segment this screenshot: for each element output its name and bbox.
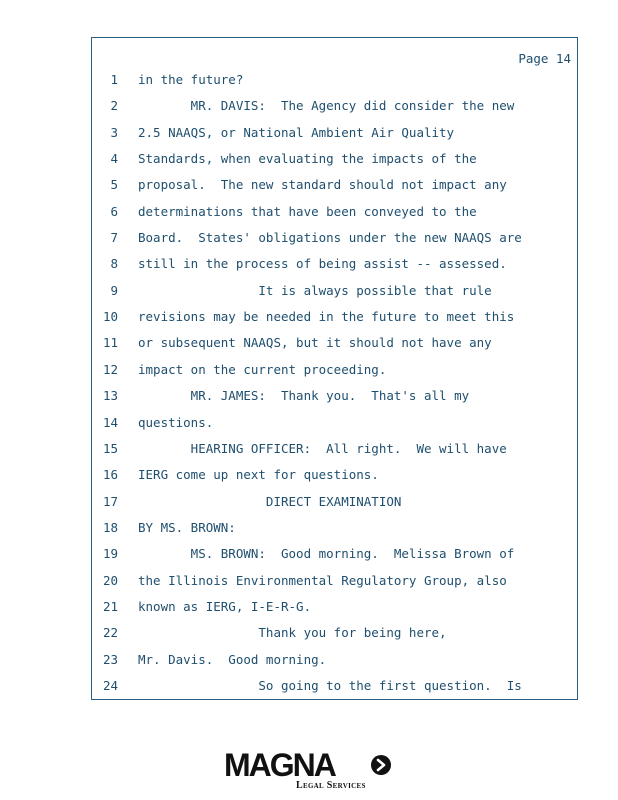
line-number: 20 (102, 573, 118, 588)
line-text: Thank you for being here, (138, 625, 447, 640)
line-number: 15 (102, 441, 118, 456)
transcript-line (92, 597, 577, 617)
line-number: 4 (110, 151, 118, 166)
line-number: 9 (110, 283, 118, 298)
line-number: 10 (102, 309, 118, 324)
transcript-line (92, 544, 577, 564)
line-text: DIRECT EXAMINATION (138, 494, 402, 509)
transcript-line (92, 149, 577, 169)
line-text: or subsequent NAAQS, but it should not have any (138, 335, 492, 350)
transcript-line (92, 202, 577, 222)
line-number: 18 (102, 520, 118, 535)
line-text: impact on the current proceeding. (138, 362, 387, 377)
line-number: 1 (110, 72, 118, 87)
line-number: 22 (102, 625, 118, 640)
line-number: 19 (102, 546, 118, 561)
line-number: 24 (102, 678, 118, 693)
logo-subtitle: Legal Services (296, 780, 366, 791)
transcript-line (92, 333, 577, 353)
line-number: 5 (110, 177, 118, 192)
transcript-line (92, 623, 577, 643)
transcript-line (92, 281, 577, 301)
line-text: Board. States' obligations under the new NAAQS are (138, 230, 522, 245)
line-number: 3 (110, 125, 118, 140)
magna-logo (224, 749, 394, 793)
line-text: known as IERG, I-E-R-G. (138, 599, 312, 614)
transcript-line (92, 175, 577, 195)
transcript-line (92, 70, 577, 90)
line-text: MR. JAMES: Thank you. That's all my (138, 388, 470, 403)
line-number: 14 (102, 415, 118, 430)
transcript-line (92, 650, 577, 670)
transcript-line (92, 228, 577, 248)
line-text: determinations that have been conveyed to the (138, 204, 477, 219)
transcript-line (92, 571, 577, 591)
transcript-line (92, 518, 577, 538)
transcript-line (92, 360, 577, 380)
line-text: Mr. Davis. Good morning. (138, 652, 327, 667)
line-number: 17 (102, 494, 118, 509)
transcript-line (92, 254, 577, 274)
line-number: 7 (110, 230, 118, 245)
line-number: 13 (102, 388, 118, 403)
transcript-line (92, 465, 577, 485)
chevron-right-circle-icon (370, 754, 392, 776)
line-text: IERG come up next for questions. (138, 467, 379, 482)
line-number: 6 (110, 204, 118, 219)
line-text: MS. BROWN: Good morning. Melissa Brown of (138, 546, 515, 561)
line-number: 21 (102, 599, 118, 614)
transcript-line (92, 386, 577, 406)
transcript-line (92, 439, 577, 459)
line-number: 2 (110, 98, 118, 113)
page-number: Page 14 (518, 51, 571, 66)
transcript-line (92, 96, 577, 116)
line-text: questions. (138, 415, 214, 430)
line-text: It is always possible that rule (138, 283, 492, 298)
line-text: BY MS. BROWN: (138, 520, 236, 535)
line-text: revisions may be needed in the future to meet this (138, 309, 515, 324)
line-text: So going to the first question. Is (138, 678, 522, 693)
line-text: in the future? (138, 72, 244, 87)
line-text: the Illinois Environmental Regulatory Group, also (138, 573, 507, 588)
line-text: Standards, when evaluating the impacts of the (138, 151, 477, 166)
transcript-line (92, 123, 577, 143)
transcript-line (92, 492, 577, 512)
line-number: 8 (110, 256, 118, 271)
line-text: proposal. The new standard should not impact any (138, 177, 507, 192)
line-number: 16 (102, 467, 118, 482)
line-number: 12 (102, 362, 118, 377)
line-text: still in the process of being assist -- assessed. (138, 256, 507, 271)
transcript-line (92, 676, 577, 696)
logo-wordmark: MAGNA (224, 747, 335, 783)
transcript-line (92, 307, 577, 327)
line-text: MR. DAVIS: The Agency did consider the new (138, 98, 515, 113)
transcript-page (91, 37, 578, 700)
line-text: 2.5 NAAQS, or National Ambient Air Quality (138, 125, 455, 140)
line-text: HEARING OFFICER: All right. We will have (138, 441, 507, 456)
line-number: 11 (102, 335, 118, 350)
line-number: 23 (102, 652, 118, 667)
transcript-line (92, 413, 577, 433)
